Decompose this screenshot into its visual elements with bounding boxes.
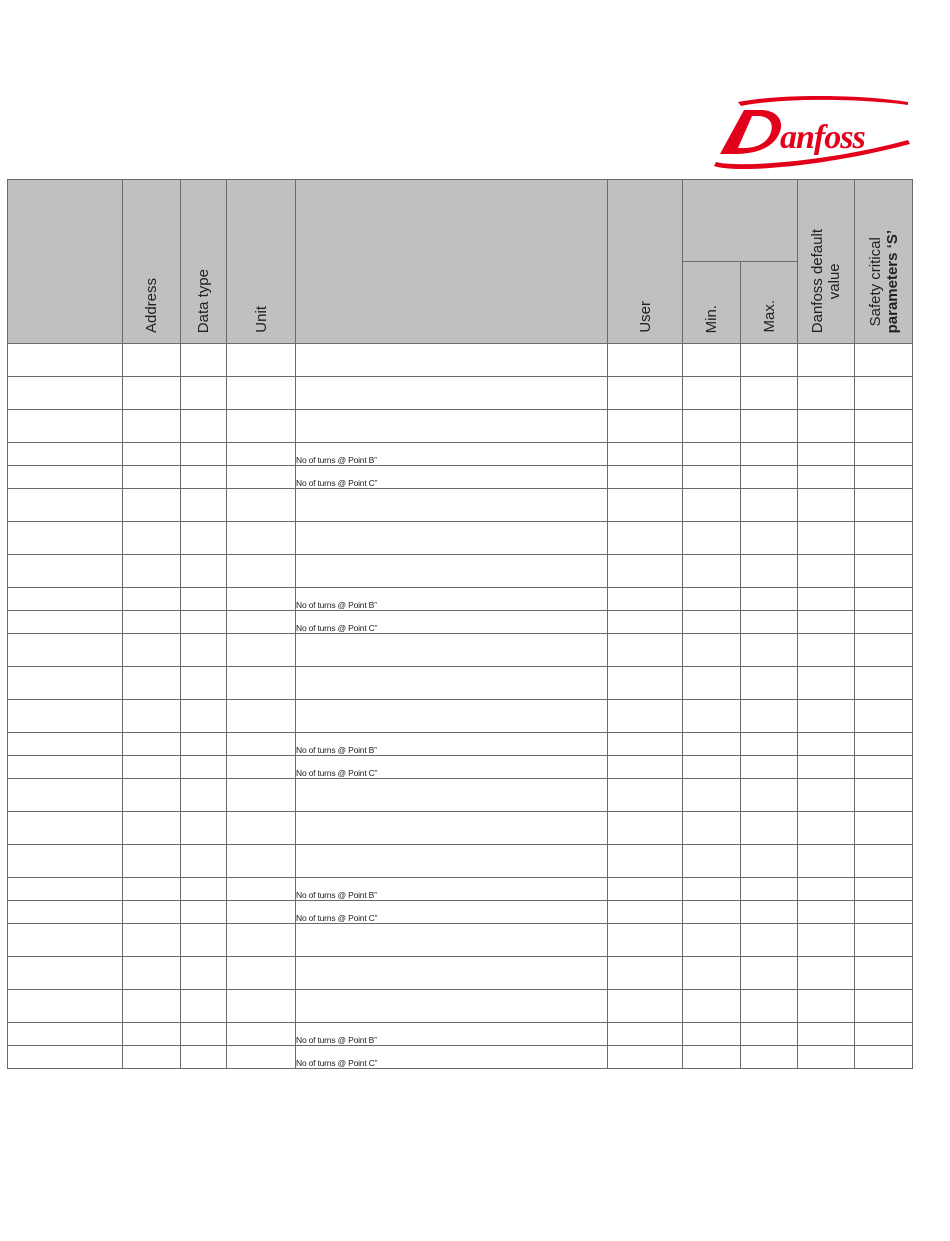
- table-cell[interactable]: [181, 410, 227, 443]
- table-cell[interactable]: [181, 924, 227, 957]
- table-cell[interactable]: [227, 990, 296, 1023]
- table-cell[interactable]: [296, 924, 608, 957]
- table-cell[interactable]: [181, 1046, 227, 1069]
- table-row: [8, 779, 913, 812]
- table-cell[interactable]: [608, 410, 683, 443]
- table-cell[interactable]: [683, 957, 741, 990]
- table-cell[interactable]: [798, 611, 855, 634]
- table-cell[interactable]: [296, 990, 608, 1023]
- header-blank-2: [296, 180, 608, 344]
- table-cell[interactable]: [227, 377, 296, 410]
- table-cell[interactable]: [798, 344, 855, 377]
- table-cell[interactable]: [855, 377, 913, 410]
- table-cell[interactable]: [296, 377, 608, 410]
- table-cell[interactable]: [608, 733, 683, 756]
- table-cell[interactable]: [8, 555, 123, 588]
- table-cell[interactable]: [227, 957, 296, 990]
- table-cell[interactable]: [608, 588, 683, 611]
- table-cell[interactable]: [227, 733, 296, 756]
- table-cell[interactable]: [855, 344, 913, 377]
- header-danfoss-default: Danfoss default value: [798, 180, 855, 344]
- header-user: User: [608, 180, 683, 344]
- table-cell[interactable]: [855, 812, 913, 845]
- table-cell[interactable]: [8, 1023, 123, 1046]
- table-cell[interactable]: [181, 845, 227, 878]
- table-cell[interactable]: [123, 700, 181, 733]
- table-cell[interactable]: [683, 344, 741, 377]
- table-cell[interactable]: [855, 634, 913, 667]
- table-cell[interactable]: [683, 878, 741, 901]
- table-cell[interactable]: [123, 667, 181, 700]
- turns-note: No of turns @ Point B”: [296, 733, 608, 756]
- table-cell[interactable]: [123, 756, 181, 779]
- table-cell[interactable]: [855, 555, 913, 588]
- table-row: [8, 756, 913, 779]
- table-cell[interactable]: [683, 779, 741, 812]
- table-row: [8, 555, 913, 588]
- table-row: [8, 733, 913, 756]
- table-cell[interactable]: [608, 667, 683, 700]
- table-cell[interactable]: [8, 756, 123, 779]
- header-range-group: [683, 180, 798, 262]
- table-cell[interactable]: [683, 990, 741, 1023]
- table-cell[interactable]: [798, 779, 855, 812]
- table-cell[interactable]: [741, 377, 798, 410]
- table-row: [8, 443, 913, 466]
- table-cell[interactable]: [798, 756, 855, 779]
- table-cell[interactable]: [741, 901, 798, 924]
- table-cell[interactable]: [741, 1023, 798, 1046]
- table-cell[interactable]: [8, 667, 123, 700]
- table-cell[interactable]: [855, 845, 913, 878]
- table-cell[interactable]: [227, 845, 296, 878]
- table-cell[interactable]: [296, 779, 608, 812]
- table-cell[interactable]: [855, 410, 913, 443]
- table-cell[interactable]: [683, 845, 741, 878]
- table-cell[interactable]: [123, 845, 181, 878]
- header-data-type: Data type: [181, 180, 227, 344]
- table-cell[interactable]: [608, 878, 683, 901]
- table-cell[interactable]: [798, 1023, 855, 1046]
- table-cell[interactable]: [227, 634, 296, 667]
- table-cell[interactable]: [683, 1046, 741, 1069]
- header-unit: Unit: [227, 180, 296, 344]
- table-cell[interactable]: [855, 443, 913, 466]
- table-cell[interactable]: [227, 344, 296, 377]
- table-row: [8, 1046, 913, 1069]
- table-cell[interactable]: [798, 377, 855, 410]
- table-cell[interactable]: [683, 901, 741, 924]
- table-cell[interactable]: [683, 756, 741, 779]
- table-row: [8, 667, 913, 700]
- table-cell[interactable]: [855, 924, 913, 957]
- table-cell[interactable]: [608, 377, 683, 410]
- table-cell[interactable]: [741, 990, 798, 1023]
- turns-note: No of turns @ Point B”: [296, 443, 608, 466]
- table-cell[interactable]: [8, 957, 123, 990]
- table-cell[interactable]: [8, 634, 123, 667]
- table-cell[interactable]: [741, 779, 798, 812]
- table-cell[interactable]: [296, 700, 608, 733]
- table-row: [8, 845, 913, 878]
- table-cell[interactable]: [296, 634, 608, 667]
- table-body: [8, 344, 913, 1069]
- table-cell[interactable]: [123, 588, 181, 611]
- table-cell[interactable]: [798, 924, 855, 957]
- table-cell[interactable]: [123, 812, 181, 845]
- table-cell[interactable]: [855, 1046, 913, 1069]
- table-cell[interactable]: [683, 489, 741, 522]
- table-cell[interactable]: [855, 489, 913, 522]
- table-cell[interactable]: [181, 700, 227, 733]
- table-cell[interactable]: [798, 733, 855, 756]
- table-row: [8, 924, 913, 957]
- table-cell[interactable]: [683, 733, 741, 756]
- table-cell[interactable]: [123, 779, 181, 812]
- table-cell[interactable]: [855, 700, 913, 733]
- table-cell[interactable]: [798, 522, 855, 555]
- table-row: [8, 812, 913, 845]
- table-cell[interactable]: [741, 700, 798, 733]
- header-address: Address: [123, 180, 181, 344]
- table-cell[interactable]: [8, 700, 123, 733]
- table-cell[interactable]: [608, 489, 683, 522]
- table-cell[interactable]: [181, 443, 227, 466]
- table-row: [8, 611, 913, 634]
- table-cell[interactable]: [181, 489, 227, 522]
- header-safety-critical: Safety critical parameters ‘S’: [855, 180, 913, 344]
- table-cell[interactable]: [798, 489, 855, 522]
- table-cell[interactable]: [855, 611, 913, 634]
- turns-note: No of turns @ Point C”: [296, 611, 608, 634]
- table-cell[interactable]: [181, 634, 227, 667]
- table-cell[interactable]: [123, 489, 181, 522]
- danfoss-logo: [708, 92, 914, 172]
- table-cell[interactable]: [741, 667, 798, 700]
- table-cell[interactable]: [608, 779, 683, 812]
- table-cell[interactable]: [8, 878, 123, 901]
- table-cell[interactable]: [123, 990, 181, 1023]
- table-cell[interactable]: [741, 555, 798, 588]
- table-cell[interactable]: [227, 924, 296, 957]
- table-cell[interactable]: [123, 522, 181, 555]
- table-cell[interactable]: [855, 588, 913, 611]
- table-cell[interactable]: [798, 667, 855, 700]
- table-cell[interactable]: [227, 878, 296, 901]
- table-cell[interactable]: [683, 466, 741, 489]
- table-cell[interactable]: [741, 611, 798, 634]
- table-cell[interactable]: [798, 1046, 855, 1069]
- table-cell[interactable]: [741, 489, 798, 522]
- table-cell[interactable]: [181, 878, 227, 901]
- table-cell[interactable]: [8, 443, 123, 466]
- table-cell[interactable]: [8, 588, 123, 611]
- table-cell[interactable]: [798, 700, 855, 733]
- table-cell[interactable]: [798, 555, 855, 588]
- table-cell[interactable]: [8, 466, 123, 489]
- table-row: [8, 377, 913, 410]
- header-max: Max.: [741, 262, 798, 344]
- table-cell[interactable]: [8, 377, 123, 410]
- table-cell[interactable]: [227, 611, 296, 634]
- table-cell[interactable]: [181, 344, 227, 377]
- table-cell[interactable]: [798, 410, 855, 443]
- table-cell[interactable]: [123, 957, 181, 990]
- table-cell[interactable]: [181, 1023, 227, 1046]
- table-cell[interactable]: [227, 410, 296, 443]
- table-row: [8, 344, 913, 377]
- table-cell[interactable]: [855, 733, 913, 756]
- table-cell[interactable]: [855, 878, 913, 901]
- table-cell[interactable]: [8, 489, 123, 522]
- table-cell[interactable]: [741, 588, 798, 611]
- table-cell[interactable]: [798, 901, 855, 924]
- table-cell[interactable]: [855, 990, 913, 1023]
- table-cell[interactable]: [123, 733, 181, 756]
- table-cell[interactable]: [123, 611, 181, 634]
- table-cell[interactable]: [798, 990, 855, 1023]
- table-cell[interactable]: [227, 443, 296, 466]
- table-cell[interactable]: [8, 611, 123, 634]
- table-cell[interactable]: [683, 667, 741, 700]
- header-blank-1: [8, 180, 123, 344]
- table-cell[interactable]: [683, 588, 741, 611]
- table-cell[interactable]: [123, 555, 181, 588]
- table-cell[interactable]: [181, 377, 227, 410]
- table-cell[interactable]: [741, 845, 798, 878]
- table-cell[interactable]: [855, 957, 913, 990]
- table-cell[interactable]: [608, 443, 683, 466]
- table-cell[interactable]: [8, 344, 123, 377]
- table-cell[interactable]: [8, 901, 123, 924]
- turns-note: No of turns @ Point C”: [296, 756, 608, 779]
- table-cell[interactable]: [181, 466, 227, 489]
- table-cell[interactable]: [123, 634, 181, 667]
- table-cell[interactable]: [683, 555, 741, 588]
- turns-note: No of turns @ Point B”: [296, 878, 608, 901]
- table-cell[interactable]: [227, 901, 296, 924]
- table-cell[interactable]: [683, 443, 741, 466]
- table-cell[interactable]: [798, 634, 855, 667]
- table-cell[interactable]: [683, 1023, 741, 1046]
- table-cell[interactable]: [181, 901, 227, 924]
- table-cell[interactable]: [608, 812, 683, 845]
- table-cell[interactable]: [608, 990, 683, 1023]
- table-cell[interactable]: [8, 1046, 123, 1069]
- table-cell[interactable]: [608, 634, 683, 667]
- turns-note: No of turns @ Point B”: [296, 1023, 608, 1046]
- table-cell[interactable]: [608, 957, 683, 990]
- table-cell[interactable]: [123, 466, 181, 489]
- table-cell[interactable]: [8, 990, 123, 1023]
- table-cell[interactable]: [296, 522, 608, 555]
- table-row: [8, 522, 913, 555]
- table-cell[interactable]: [683, 700, 741, 733]
- table-cell[interactable]: [8, 733, 123, 756]
- table-cell[interactable]: [608, 700, 683, 733]
- table-cell[interactable]: [123, 901, 181, 924]
- table-cell[interactable]: [798, 812, 855, 845]
- table-cell[interactable]: [608, 901, 683, 924]
- table-cell[interactable]: [123, 878, 181, 901]
- table-cell[interactable]: [855, 667, 913, 700]
- table-cell[interactable]: [227, 812, 296, 845]
- table-cell[interactable]: [296, 845, 608, 878]
- header-min: Min.: [683, 262, 741, 344]
- turns-note: No of turns @ Point C”: [296, 1046, 608, 1069]
- table-cell[interactable]: [296, 957, 608, 990]
- table-cell[interactable]: [608, 522, 683, 555]
- table-cell[interactable]: [227, 489, 296, 522]
- table-cell[interactable]: [181, 611, 227, 634]
- table-cell[interactable]: [296, 410, 608, 443]
- table-cell[interactable]: [741, 466, 798, 489]
- table-cell[interactable]: [741, 733, 798, 756]
- table-cell[interactable]: [741, 344, 798, 377]
- table-cell[interactable]: [181, 812, 227, 845]
- table-cell[interactable]: [123, 377, 181, 410]
- table-cell[interactable]: [227, 588, 296, 611]
- table-cell[interactable]: [227, 466, 296, 489]
- table-cell[interactable]: [741, 756, 798, 779]
- table-cell[interactable]: [181, 667, 227, 700]
- table-row: [8, 466, 913, 489]
- table-cell[interactable]: [608, 845, 683, 878]
- table-cell[interactable]: [683, 611, 741, 634]
- table-cell[interactable]: [8, 812, 123, 845]
- turns-note: No of turns @ Point C”: [296, 466, 608, 489]
- table-cell[interactable]: [608, 924, 683, 957]
- table-cell[interactable]: [296, 344, 608, 377]
- table-cell[interactable]: [741, 812, 798, 845]
- table-cell[interactable]: [8, 410, 123, 443]
- table-cell[interactable]: [608, 466, 683, 489]
- table-cell[interactable]: [608, 1046, 683, 1069]
- table-cell[interactable]: [683, 522, 741, 555]
- table-cell[interactable]: [741, 443, 798, 466]
- table-cell[interactable]: [855, 756, 913, 779]
- table-cell[interactable]: [741, 924, 798, 957]
- table-cell[interactable]: [181, 555, 227, 588]
- table-cell[interactable]: [227, 779, 296, 812]
- table-cell[interactable]: [798, 845, 855, 878]
- table-cell[interactable]: [855, 466, 913, 489]
- table-cell[interactable]: [8, 522, 123, 555]
- table-cell[interactable]: [608, 611, 683, 634]
- table-cell[interactable]: [798, 878, 855, 901]
- table-cell[interactable]: [181, 756, 227, 779]
- table-cell[interactable]: [123, 410, 181, 443]
- table-cell[interactable]: [608, 344, 683, 377]
- table-cell[interactable]: [227, 756, 296, 779]
- table-cell[interactable]: [227, 522, 296, 555]
- table-cell[interactable]: [798, 443, 855, 466]
- table-cell[interactable]: [181, 990, 227, 1023]
- table-row: [8, 901, 913, 924]
- table-cell[interactable]: [798, 957, 855, 990]
- table-cell[interactable]: [8, 779, 123, 812]
- table-cell[interactable]: [181, 733, 227, 756]
- table-cell[interactable]: [123, 344, 181, 377]
- table-row: [8, 489, 913, 522]
- table-cell[interactable]: [296, 667, 608, 700]
- table-cell[interactable]: [227, 555, 296, 588]
- table-cell[interactable]: [8, 845, 123, 878]
- table-cell[interactable]: [227, 700, 296, 733]
- table-cell[interactable]: [181, 588, 227, 611]
- turns-note: No of turns @ Point C”: [296, 901, 608, 924]
- table-row: [8, 990, 913, 1023]
- table-cell[interactable]: [227, 1023, 296, 1046]
- table-cell[interactable]: [741, 957, 798, 990]
- parameter-table: [7, 179, 913, 1069]
- table-row: [8, 878, 913, 901]
- table-cell[interactable]: [608, 555, 683, 588]
- table-cell[interactable]: [741, 634, 798, 667]
- table-cell[interactable]: [855, 1023, 913, 1046]
- table-cell[interactable]: [855, 522, 913, 555]
- turns-note: No of turns @ Point B”: [296, 588, 608, 611]
- table-cell[interactable]: [181, 522, 227, 555]
- table-row: [8, 634, 913, 667]
- table-row: [8, 1023, 913, 1046]
- table-cell[interactable]: [741, 410, 798, 443]
- table-cell[interactable]: [8, 924, 123, 957]
- table-row: [8, 410, 913, 443]
- table-row: [8, 588, 913, 611]
- table-cell[interactable]: [181, 957, 227, 990]
- table-cell[interactable]: [123, 924, 181, 957]
- table-cell[interactable]: [227, 1046, 296, 1069]
- table-cell[interactable]: [296, 555, 608, 588]
- table-row: [8, 957, 913, 990]
- table-cell[interactable]: [683, 634, 741, 667]
- table-cell[interactable]: [608, 1023, 683, 1046]
- table-cell[interactable]: [683, 924, 741, 957]
- table-cell[interactable]: [296, 489, 608, 522]
- table-cell[interactable]: [798, 588, 855, 611]
- table-cell[interactable]: [123, 1046, 181, 1069]
- table-cell[interactable]: [608, 756, 683, 779]
- table-cell[interactable]: [296, 812, 608, 845]
- table-cell[interactable]: [123, 1023, 181, 1046]
- table-cell[interactable]: [123, 443, 181, 466]
- table-cell[interactable]: [683, 410, 741, 443]
- table-cell[interactable]: [181, 779, 227, 812]
- table-cell[interactable]: [227, 667, 296, 700]
- table-cell[interactable]: [683, 812, 741, 845]
- table-cell[interactable]: [741, 878, 798, 901]
- table-cell[interactable]: [798, 466, 855, 489]
- table-cell[interactable]: [855, 779, 913, 812]
- table-cell[interactable]: [741, 522, 798, 555]
- table-cell[interactable]: [855, 901, 913, 924]
- svg-text:anfoss: anfoss: [780, 119, 865, 156]
- table-cell[interactable]: [741, 1046, 798, 1069]
- table-row: [8, 700, 913, 733]
- table-cell[interactable]: [683, 377, 741, 410]
